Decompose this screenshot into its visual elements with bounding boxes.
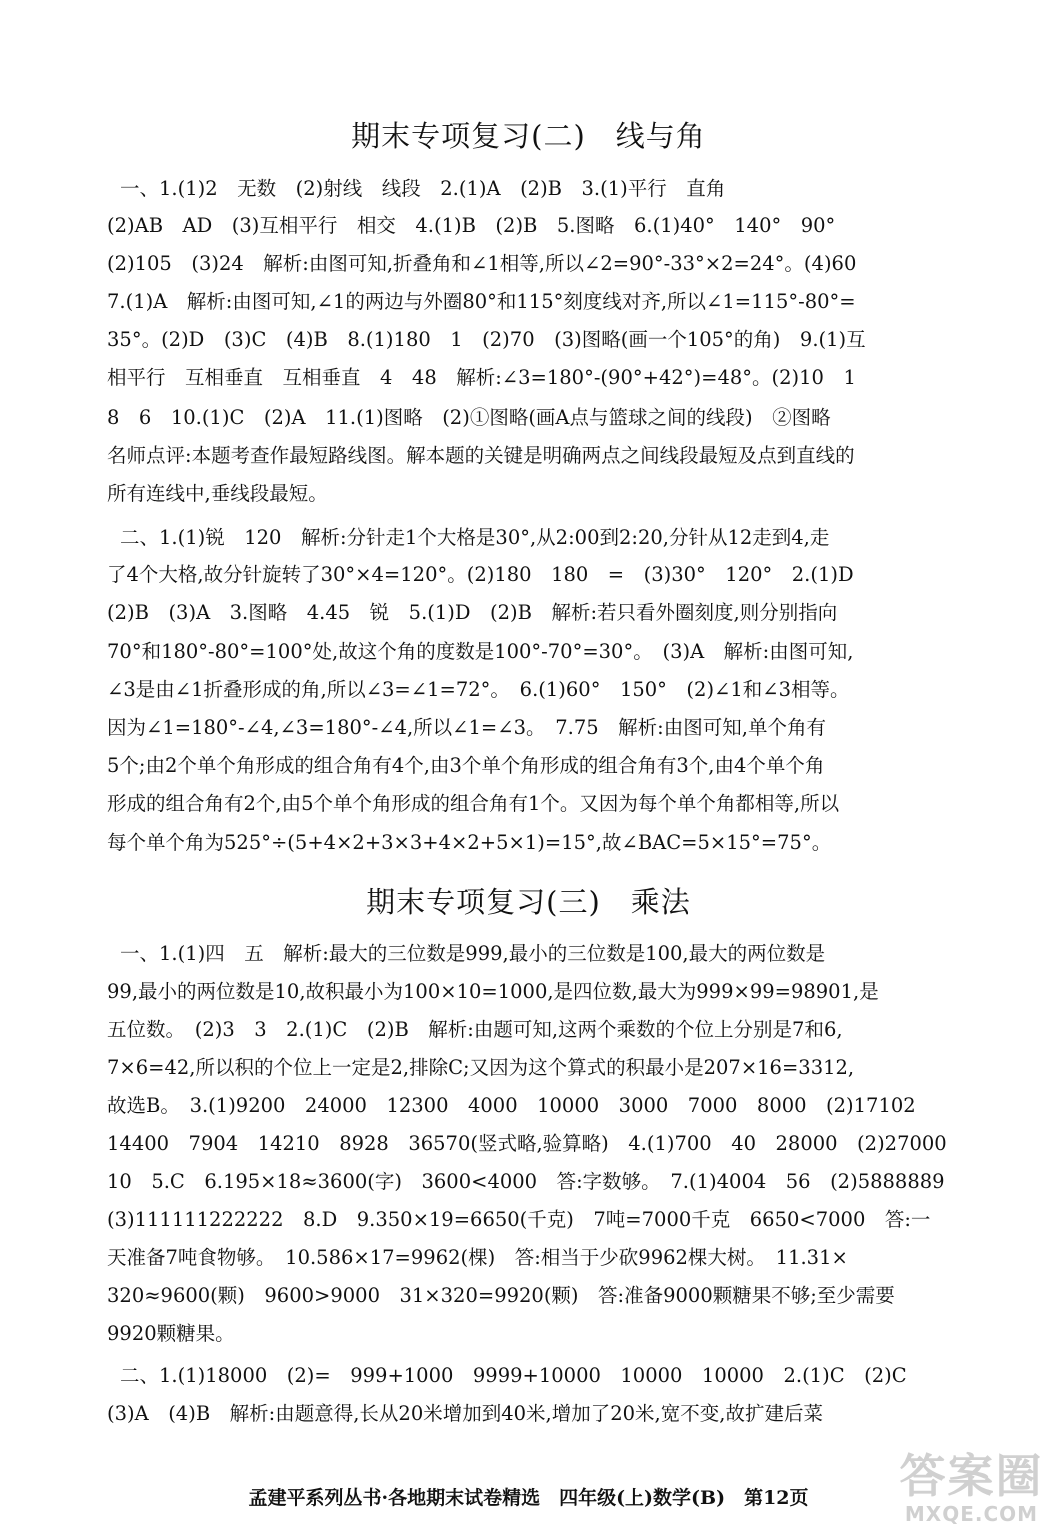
section1-line: 一、1.(1)2 无数 (2)射线 线段 2.(1)A (2)B 3.(1)平行 直角 <box>120 177 726 200</box>
section2-line: 320≈9600(颗) 9600>9000 31×320=9920(颗) 答:准备9000颗糖果不够;至少需要 <box>107 1284 895 1307</box>
section1-line: 35°。(2)D (3)C (4)B 8.(1)180 1 (2)70 (3)图略(画一个105°的角) 9.(1)互 <box>107 328 866 351</box>
section2-line: 14400 7904 14210 8928 36570(竖式略,验算略) 4.(1)700 40 28000 (2)27000 <box>107 1132 947 1155</box>
section1-line: 了4个大格,故分针旋转了30°×4=120°。(2)180 180 = (3)30° 120° 2.(1)D <box>107 563 854 586</box>
section1-line: 7.(1)A 解析:由图可知,∠1的两边与外圈80°和115°刻度线对齐,所以∠1=115°-80°= <box>107 290 856 313</box>
section1-line: (2)B (3)A 3.图略 4.45 锐 5.(1)D (2)B 解析:若只看外圈刻度,则分别指向 <box>107 601 838 624</box>
watermark-text: 答案圈 <box>899 1449 1044 1503</box>
section2-line: (3)111111222222 8.D 9.350×19=6650(千克) 7吨=7000千克 6650<7000 答:一 <box>107 1208 931 1231</box>
section1-line: ∠3是由∠1折叠形成的角,所以∠3=∠1=72°。 6.(1)60° 150° (2)∠1和∠3相等。 <box>107 678 850 701</box>
section2-line: 天准备7吨食物够。 10.586×17=9962(棵) 答:相当于少砍9962棵大树。 11.31× <box>107 1246 848 1269</box>
teacher-comment-line: 名师点评:本题考查作最短路线图。解本题的关键是明确两点之间线段最短及点到直线的 <box>107 444 855 467</box>
section2-line: 二、1.(1)18000 (2)= 999+1000 9999+10000 10000 10000 2.(1)C (2)C <box>120 1364 907 1387</box>
section-title-multiplication: 期末专项复习(三) 乘法 <box>366 885 691 919</box>
section1-line: (2)105 (3)24 解析:由图可知,折叠角和∠1相等,所以∠2=90°-33°×2=24°。(4)60 <box>107 252 857 275</box>
section1-line: 形成的组合角有2个,由5个单个角形成的组合角有1个。又因为每个单个角都相等,所以 <box>107 792 840 815</box>
section1-line: 每个单个角为525°÷(5+4×2+3×3+4×2+5×1)=15°,故∠BAC=5×15°=75°。 <box>107 831 832 854</box>
teacher-comment-line: 所有连线中,垂线段最短。 <box>107 482 328 505</box>
section2-line: 10 5.C 6.195×18≈3600(字) 3600<4000 答:字数够。 7.(1)4004 56 (2)5888889 <box>107 1170 945 1193</box>
watermark-url: MXQE.COM <box>904 1502 1039 1526</box>
section-title-lines-angles: 期末专项复习(二) 线与角 <box>351 119 706 153</box>
section2-line: (3)A (4)B 解析:由题意得,长从20米增加到40米,增加了20米,宽不变,故扩建后菜 <box>107 1402 823 1425</box>
section2-line: 五位数。 (2)3 3 2.(1)C (2)B 解析:由题可知,这两个乘数的个位上分别是7和6, <box>107 1018 843 1041</box>
section1-line: (2)AB AD (3)互相平行 相交 4.(1)B (2)B 5.图略 6.(1)40° 140° 90° <box>107 214 836 237</box>
section1-line: 二、1.(1)锐 120 解析:分针走1个大格是30°,从2:00到2:20,分针从12走到4,走 <box>120 526 830 549</box>
section1-line: 70°和180°-80°=100°处,故这个角的度数是100°-70°=30°。 (3)A 解析:由图可知, <box>107 640 854 663</box>
section1-line: 因为∠1=180°-∠4,∠3=180°-∠4,所以∠1=∠3。 7.75 解析:由图可知,单个角有 <box>107 716 826 739</box>
section1-line: 5个;由2个单个角形成的组合角有4个,由3个单个角形成的组合角有3个,由4个单个角 <box>107 754 825 777</box>
watermark-logo <box>894 1449 1049 1534</box>
section2-line: 99,最小的两位数是10,故积最小为100×10=1000,是四位数,最大为999×99=98901,是 <box>107 980 879 1003</box>
section1-line: 相平行 互相垂直 互相垂直 4 48 解析:∠3=180°-(90°+42°)=48°。(2)10 1 <box>107 366 856 389</box>
section2-line: 故选B。 3.(1)9200 24000 12300 4000 10000 3000 7000 8000 (2)17102 <box>107 1094 916 1117</box>
section1-line: 8 6 10.(1)C (2)A 11.(1)图略 (2)①图略(画A点与篮球之间的线段) ②图略 <box>107 406 831 429</box>
section2-line: 7×6=42,所以积的个位上一定是2,排除C;又因为这个算式的积最小是207×16=3312, <box>107 1056 855 1079</box>
section2-line: 一、1.(1)四 五 解析:最大的三位数是999,最小的三位数是100,最大的两位数是 <box>120 942 826 965</box>
page-footer: 孟建平系列丛书·各地期末试卷精选 四年级(上)数学(B) 第12页 <box>248 1487 809 1509</box>
section2-line: 9920颗糖果。 <box>107 1322 235 1345</box>
